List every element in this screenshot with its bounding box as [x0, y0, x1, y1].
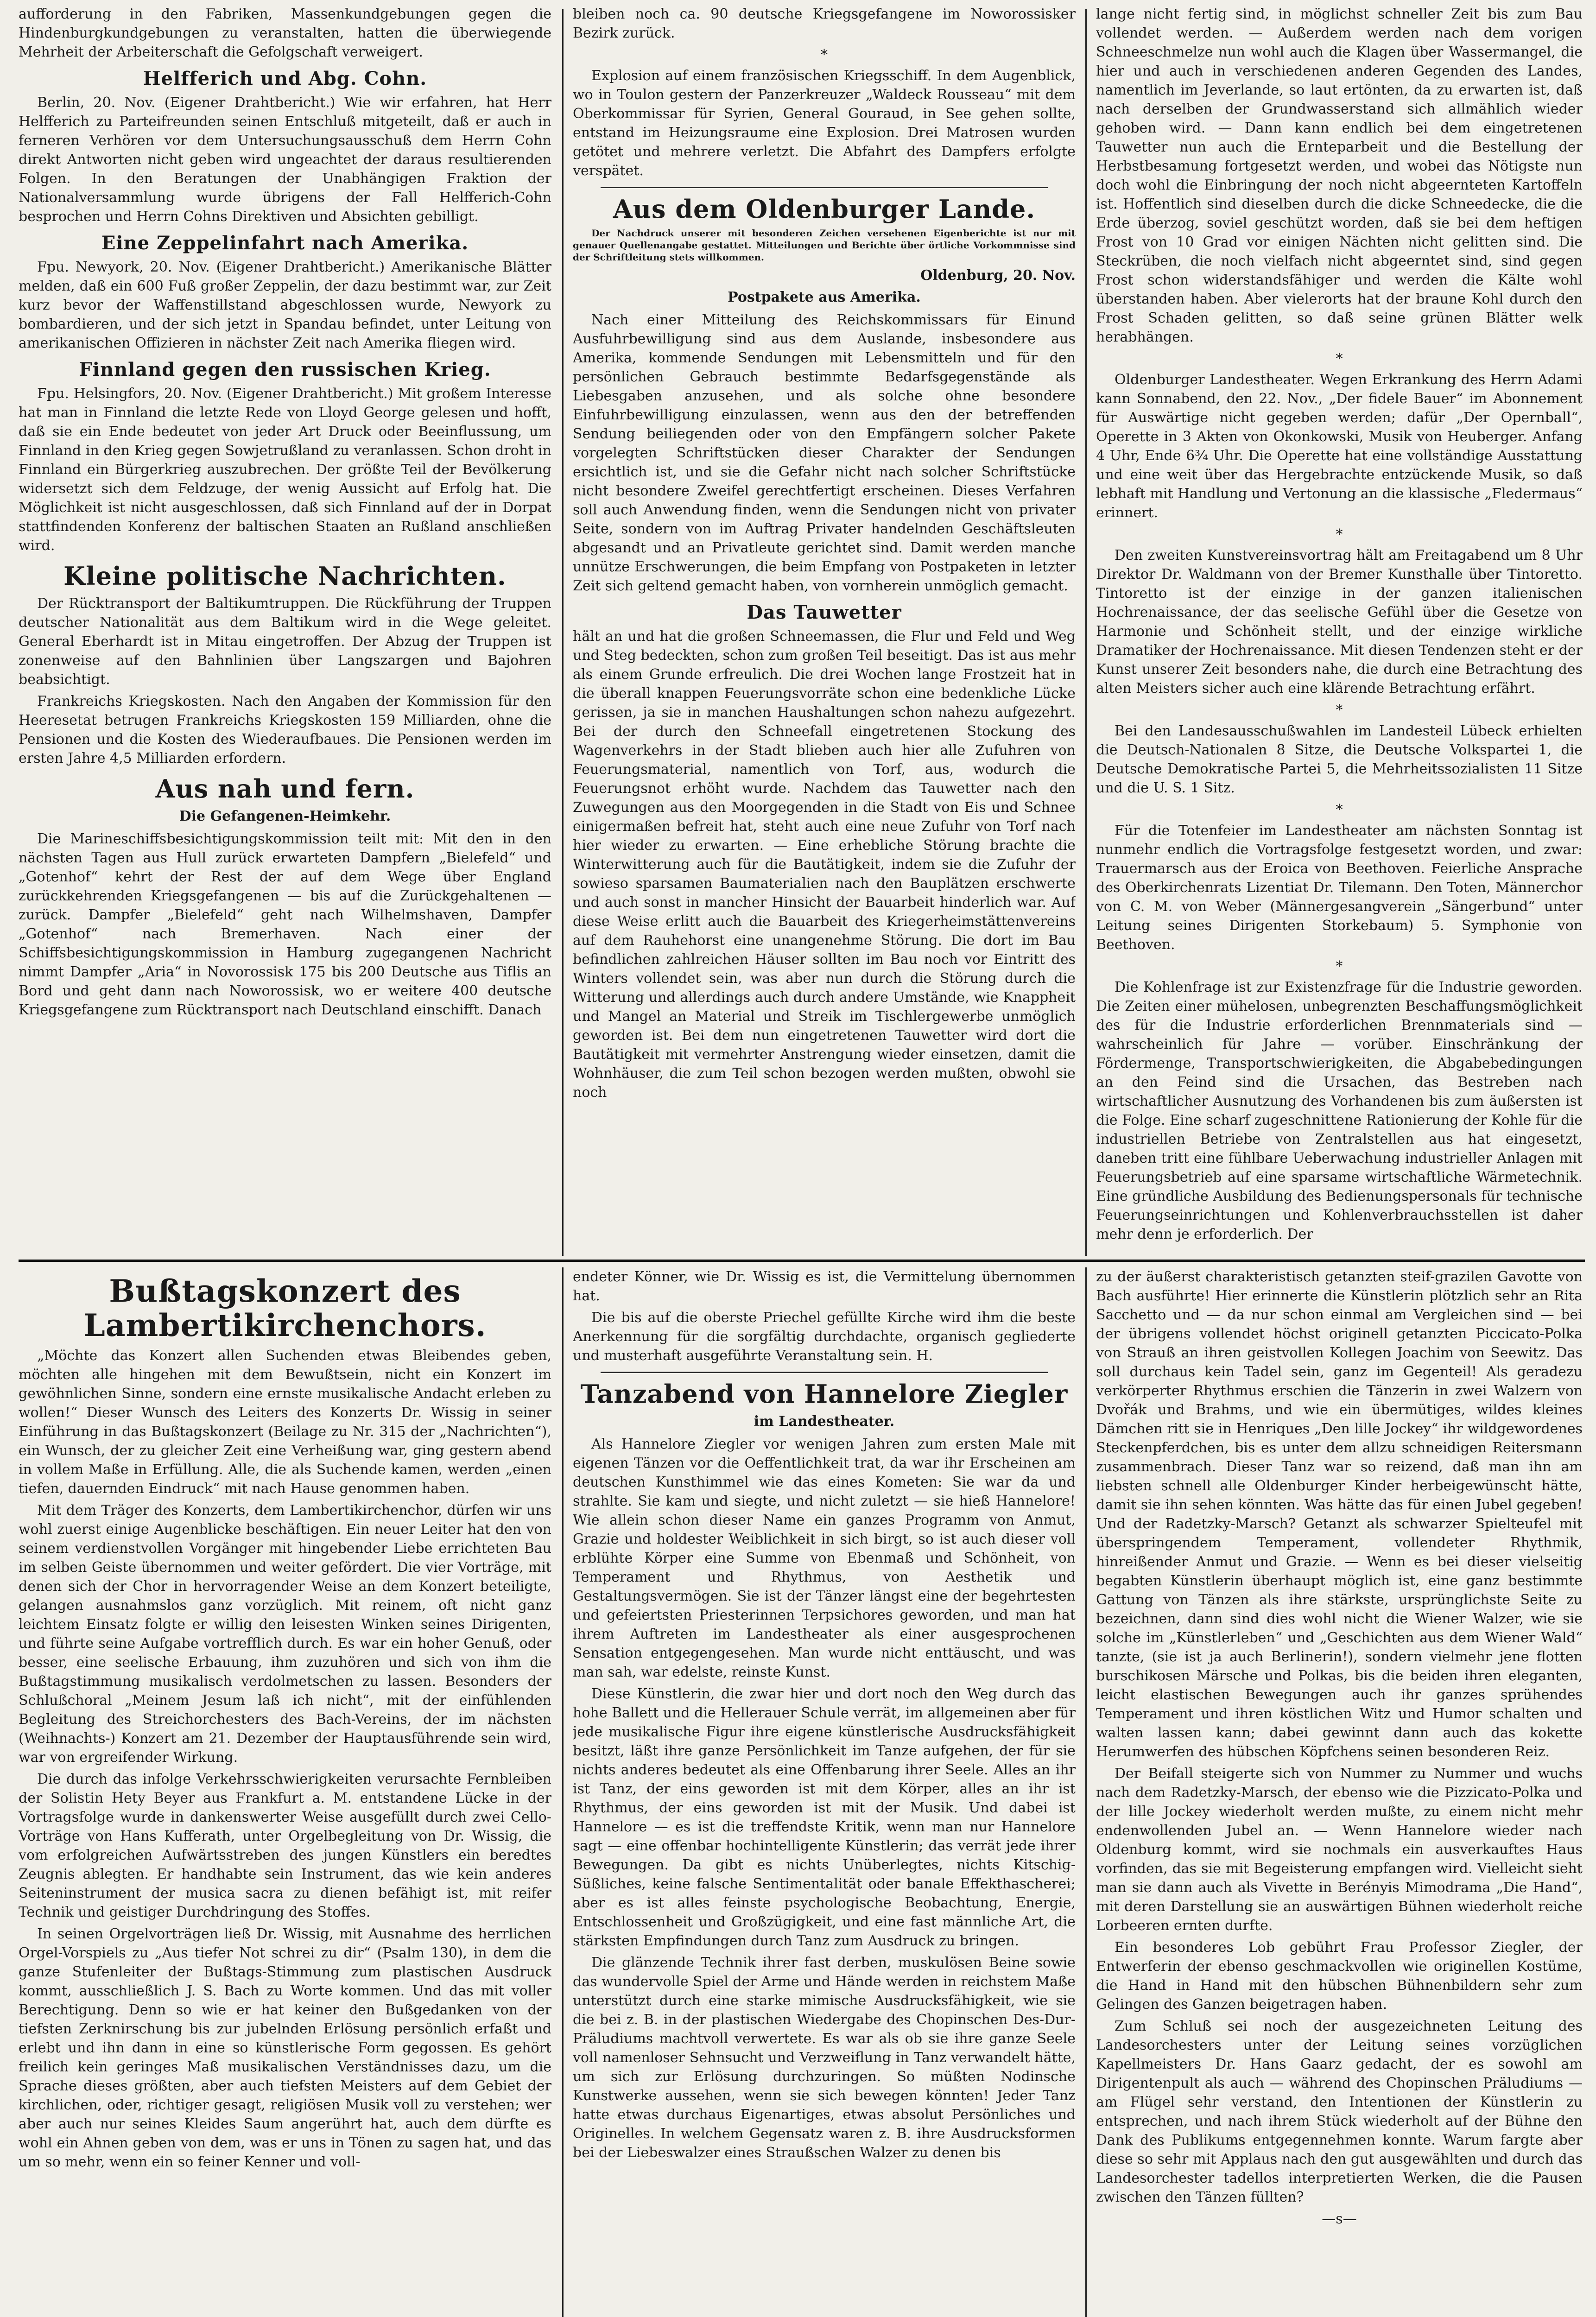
paragraph: Der Beifall steigerte sich von Nummer zu Nummer und wuchs nach dem Radetzky-Marsch, der ebenso wie die Pizzicato-Polka und der lille Jockey wiederholt werden mußte, zu einem nicht mehr endenwollenden Jubel an. — Wenn Hannelore wieder nach Oldenburg kommt, wird sie nochmals ein ausverkauftes Haus vorfinden, das sie mit Begeisterung empfangen wird. Vielleicht sieht man sie dann auch als Vivette in Berényis Mimodrama „Die Hand“, mit deren Darstellung sie an auswärtigen Bühnen wiederholt reiche Lorbeeren ernten durfte. — [1096, 1766, 1583, 1934]
paragraph: Fpu. Helsingfors, 20. Nov. (Eigener Drahtbericht.) Mit großem Interesse hat man in Finnland die letzte Rede von Lloyd George gelesen und hofft, daß sie ein Ende bedeutet von jeder Art Druck oder Beeinflussung, um Finnland in den Krieg gegen Sowjetrußland zu veranlassen. Schon droht in Finnland ein Bürgerkrieg auszubrechen. Der größte Teil der Bevölkerung widersetzt sich dem Feldzuge, der wenig Aussicht auf Erfolg hat. Die Möglichkeit ist nicht ausgeschlossen, daß sich Finnland auf der in Dorpat stattfindenden Konferenz der baltischen Staaten an Rußland anschließen wird. — [19, 386, 551, 554]
separator-star: * — [1336, 351, 1343, 367]
paragraph: Für die Totenfeier im Landestheater am nächsten Sonntag ist nunmehr endlich die Vortragsfolge festgesetzt worden, und zwar: Trauermarsch aus der Eroica von Beethoven. Feierliche Ansprache des Oberkirchenrats Lizentiat Dr. Tilemann. Den Toten, Männerchor von C. M. von Weber (Männergesangverein „Sängerbund“ unter Leitung seines Dirigenten Storkebaum) 5. Symphonie von Beethoven. — [1096, 823, 1583, 953]
lower-column-2 — [573, 1267, 1076, 2317]
paragraph: Als Hannelore Ziegler vor wenigen Jahren zum ersten Male mit eigenen Tänzen vor die Oeffentlichkeit trat, da war ihr Erscheinen am deutschen Kunsthimmel wie das eines Kometen: Sie war da und strahlte. Sie kam und siegte, und nicht zuletzt — sie hieß Hannelore! Wie allein schon dieser Name ein ganzes Programm von Anmut, Grazie und holdester Weiblichkeit in sich birgt, so ist auch dieser voll erblühte Körper eine Summe von Ebenmaß und Schönheit, von Temperament und Rhythmus, von Aesthetik und Gestaltungsvermögen. Sie ist der Tänzer längst eine der begehrtesten und gefeiertsten Priesterinnen Terpsichores geworden, und man hat ihrem Auftreten im Landestheater als einer ausgesprochenen Sensation entgegengesehen. Man wurde nicht enttäuscht, und was man sah, war edelste, reinste Kunst. — [573, 1436, 1076, 1680]
author-signature: —s— — [1322, 2211, 1357, 2227]
upper-column-1 — [19, 5, 551, 1256]
article-heading: Helfferich und Abg. Cohn. — [143, 68, 427, 89]
article-heading: Bußtagskonzert des Lambertikirchenchors. — [83, 1273, 487, 1343]
paragraph: Mit dem Träger des Konzerts, dem Lambertikirchenchor, dürfen wir uns wohl zuerst einige Augenblicke beschäftigen. Ein neuer Leiter hat den von seinem verdienstvollen Vorgänger mit hingebender Liebe errichteten Bau im selben Geiste übernommen und weiter gefördert. Die vier Vorträge, mit denen sich der Chor in hervorragender Weise an dem Konzert beteiligte, gelangen ausnahmslos ganz vorzüglich. Mit reinem, oft nicht ganz leichtem Einsatz folgte er willig den leisesten Winken seines Dirigenten, und führte seine Aufgabe vortrefflich durch. Es war ein hoher Genuß, oder besser, eine seelische Erbauung, ihm zuzuhören und sich von ihm die Bußtagstimmung musikalisch verdolmetschen zu lassen. Besonders der Schlußchoral „Meinem Jesum laß ich nicht“, mit der einfühlenden Begleitung des Streichorchesters des Bach-Vereins, der im nächsten (Weihnachts-) Konzert am 21. Dezember der Hauptausführende sein wird, war von ergreifender Wirkung. — [19, 1502, 551, 1766]
upper-column-3 — [1096, 5, 1583, 1256]
paragraph: Die bis auf die oberste Priechel gefüllte Kirche wird ihm die beste Anerkennung für die sorgfältig durchdachte, organisch gegliederte und musterhaft ausgeführte Veranstaltung sein. H. — [573, 1310, 1076, 1364]
separator-star: * — [1336, 958, 1343, 975]
paragraph: lange nicht fertig sind, in möglichst schneller Zeit bis zum Bau vollendet werden. — Außerdem werden nach dem vorigen Schneeschmelze nun wohl auch die Klagen über Wassermangel, die hier und auch in verschiedenen anderen Gegenden des Landes, namentlich im Jeverlande, so laut ertönten, da zu erwarten ist, daß nach derselben der Grundwasserstand sich allmählich wieder gehoben wird. — Dann kann endlich bei dem eingetretenen Tauwetter nun auch die Ernteparbeit und die Bestellung der Herbstbesamung fortgesetzt werden, und wobei das Nötigste nun doch wohl die Einbringung der noch nicht abgeernteten Kartoffeln ist. Hoffentlich sind dieselben durch die dicke Schneedecke, die die Erde überzog, soviel geschützt worden, daß sie bei dem heftigen Frost von 10 Grad vor einigen Nächten nicht gelitten sind. Die Steckrüben, die noch vielfach nicht abgeerntet sind, sind gegen Frost schon widerstandsfähiger und werden die Kälte wohl überstanden haben. Aber vielerorts hat der braune Kohl durch den Frost Schaden gelitten, so daß seine grünen Blätter welk herabhängen. — [1096, 6, 1583, 345]
paragraph: Oldenburger Landestheater. Wegen Erkrankung des Herrn Adami kann Sonnabend, den 22. Nov., „Der fidele Bauer“ im Abonnement für Auswärtige nicht gegeben werden; dafür „Der Opernball“, Operette in 3 Akten von Okonkowski, Musik von Heuberger. Anfang 4 Uhr, Ende 6¾ Uhr. Die Operette hat eine vollständige Ausstattung und eine weit über das Hergebrachte entzückende Musik, so daß lebhaft mit Handlung und Vertonung an die klassische „Fledermaus“ erinnert. — [1096, 372, 1583, 521]
sub-heading: Postpakete aus Amerika. — [728, 289, 921, 305]
paragraph: „Möchte das Konzert allen Suchenden etwas Bleibendes geben, möchten alle hingehen mit dem Bewußtsein, nicht ein Konzert im gewöhnlichen Sinne, sondern eine ernste musikalische Andacht erleben zu wollen!“ Dieser Wunsch des Leiters des Konzerts Dr. Wissig in seiner Einführung in das Bußtagskonzert (Beilage zu Nr. 315 der „Nachrichten“), ein Wunsch, der zu gleicher Zeit eine Verheißung war, ging gestern abend in vollem Maße in Erfüllung. Alle, die als Suchende kamen, werden „einen tiefen, dauernden Eindruck“ mit nach Hause genommen haben. — [19, 1348, 551, 1497]
column-rule — [562, 9, 564, 1256]
paragraph: Diese Künstlerin, die zwar hier und dort noch den Weg durch das hohe Ballett und die Hellerauer Schule verrät, im allgemeinen aber für jede musikalische Figur ihre eigene künstlerische Ausdrucksfähigkeit besitzt, läßt ihre ganze Persönlichkeit im Tanze aufgehen, der für sie nichts anderes bedeutet als eine Offenbarung ihrer Seele. Alles an ihr ist Tanz, der eins geworden ist mit dem Körper, alles an ihr ist Rhythmus, der eins geworden ist mit der Musik. Und dabei ist Hannelore — es ist die treffendste Kritik, wenn man nur Hannelore sagt — eine offenbar hochintelligente Künstlerin; das verrät jede ihrer Bewegungen. Da gibt es nichts Unüberlegtes, nichts Kitschig-Süßliches, keine falsche Sentimentalität oder banale Effekthascherei; aber es ist alles feinste psychologische Beobachtung, Energie, Entschlossenheit und Großzügigkeit, und eine fast männliche Art, die stärksten Empfindungen durch Tanz zum Ausdruck zu bringen. — [573, 1686, 1076, 1949]
paragraph: hält an und hat die großen Schneemassen, die Flur und Feld und Weg und Steg bedeckten, schon zum großen Teil beseitigt. Das ist aus mehr als einem Grunde erfreulich. Die drei Wochen lange Frostzeit hat in die überall knappen Feuerungsvorräte schon eine bedenkliche Lücke gerissen, ja sie in manchen Haushaltungen schon nahezu aufgezehrt. Bei der durch den Schneefall eingetretenen Stockung des Wagenverkehrs in der Stadt blieben auch hier alle Zufuhren von Feuerungsmaterial, namentlich von Torf, aus, wodurch die Feuerungsnot erhöht wurde. Nachdem das Tauwetter nach den Zuwegungen aus den Moorgegenden in die Stadt von Eis und Schnee einigermaßen befreit hat, steht auch eine neue Zufuhr von Torf nach hier wieder zu erwarten. — Eine erhebliche Störung brachte die Winterwitterung auch für die Bautätigkeit, indem sie die Zufuhr der sowieso sparsamen Baumaterialien nach den Bauplätzen erschwerte und auch sonst in mancher Hinsicht der Bauarbeit hinderlich war. Auf diese Weise erlitt auch die Bauarbeit des Kriegerheimstättenvereins auf dem Rauhehorst eine unangenehme Störung. Die dort im Bau befindlichen zahlreichen Häuser sollten im Bau noch vor Eintritt des Winters vollendet sein, was aber nun durch die Störung durch die Witterung und allerdings auch durch andere Umstände, wie Knappheit und Mangel an Material und Streik im Tischlergewerbe unmöglich geworden ist. Bei dem nun eingetretenen Tauwetter wird dort die Bautätigkeit mit vermehrter Anstrengung wieder einsetzen, damit die Wohnhäuser, die zum Teil schon bezogen werden mußten, obwohl sie noch — [573, 628, 1076, 1101]
paragraph: bleiben noch ca. 90 deutsche Kriegsgefangene im Noworossisker Bezirk zurück. — [573, 6, 1076, 41]
section-rule — [19, 1260, 1585, 1262]
paragraph: Fpu. Newyork, 20. Nov. (Eigener Drahtbericht.) Amerikanische Blätter melden, daß ein 600 Fuß großer Zeppelin, der dazu bestimmt war, zur Zeit kurz bevor der Waffenstillstand abgeschlossen wurde, Newyork zu bombardieren, und der sich jetzt in Spandau befindet, unter Leitung von amerikanischen Offizieren in nächster Zeit nach Amerika fliegen wird. — [19, 259, 551, 351]
paragraph: Ein besonderes Lob gebührt Frau Professor Ziegler, der Entwerferin der ebenso geschmackvollen wie originellen Kostüme, die Hand in Hand mit den hübschen Bühnenbildern sehr zum Gelingen des Ganzen beigetragen haben. — [1096, 1939, 1583, 2013]
column-rule — [1085, 9, 1087, 1256]
article-heading: Tanzabend von Hannelore Ziegler — [580, 1379, 1068, 1409]
section-heading: Aus dem Oldenburger Lande. — [613, 194, 1036, 224]
paragraph: Die Marineschiffsbesichtigungskommission teilt mit: Mit den in den nächsten Tagen aus Hull zurück erwarteten Dampfern „Bielefeld“ und „Gotenhof“ kehrt der Rest der auf dem Wege über England zurückkehrenden Kriegsgefangenen — bis auf die Zurückgehaltenen — zurück. Dampfer „Bielefeld“ geht nach Wilhelmshaven, Dampfer „Gotenhof“ nach Bremerhaven. Nach einer der Schiffsbesichtigungskommission in Hamburg zugegangenen Nachricht nimmt Dampfer „Aria“ in Novorossisk 175 bis 200 Deutsche aus Tiflis an Bord und geht dann nach Noworossisk, wo er weitere 400 deutsche Kriegsgefangene zum Rücktransport nach Deutschland einschifft. Danach — [19, 831, 551, 1018]
lower-column-1 — [19, 1267, 551, 2317]
section-heading: Kleine politische Nachrichten. — [63, 561, 507, 591]
article-heading: Das Tauwetter — [747, 601, 902, 623]
paragraph: Die glänzende Technik ihrer fast derben, muskulösen Beine sowie das wundervolle Spiel der Arme und Hände werden in reichstem Maße unterstützt durch eine starke mimische Ausdrucksfähigkeit, wie sie die bei z. B. in der plastischen Wiedergabe des Chopinschen Des-Dur-Präludiums machtvoll verwertete. Es war als ob sie ihre ganze Seele voll namenloser Sehnsucht und Verzweiflung in Tanz verwandelt hätte, um sich zur Erlösung durchzuringen. So müßten Nodinsche Kunstwerke aussehen, wenn sie sich bewegen könnten! Jeder Tanz hatte etwas durchaus Eigenartiges, etwas absolut Persönliches und Originelles. In welchem Gegensatz waren z. B. ihre Ausdrucksformen bei der Liebeswalzer eines Straußschen Walzer zu denen bis — [573, 1955, 1076, 2161]
separator-star: * — [1336, 526, 1343, 543]
dateline: Oldenburg, 20. Nov. — [920, 267, 1076, 284]
paragraph: Explosion auf einem französischen Kriegsschiff. In dem Augenblick, wo in Toulon gestern der Panzerkreuzer „Waldeck Rousseau“ mit dem Oberkommissar für Syrien, General Gouraud, in See gehen sollte, entstand im Heizungsraume eine Explosion. Drei Matrosen wurden getötet und mehrere verletzt. Die Abfahrt des Dampfers erfolgte verspätet. — [573, 68, 1076, 179]
section-heading: Aus nah und fern. — [155, 774, 415, 804]
column-rule — [562, 1267, 564, 2317]
paragraph: Zum Schluß sei noch der ausgezeichneten Leitung des Landesorchesters unter der Leitung seines vorzüglichen Kapellmeisters Dr. Hans Gaarz gedacht, der es sowohl am Dirigentenpult als auch — während des Chopinschen Präludiums — am Flügel sehr verstand, den Intentionen der Künstlerin zu entsprechen, und nach ihrem Stück wiederholt auf der Bühne den Dank des Publikums entgegennehmen konnte. Warum fargte aber diese so sehr mit Applaus nach den gut ausgewählten und durch das Landesorchester tadellos interpretierten Werken, die die Pausen zwischen den Tänzen füllten? — [1096, 2018, 1583, 2205]
sub-heading: im Landestheater. — [754, 1413, 895, 1430]
separator-star: * — [821, 47, 828, 63]
notice-fine-print: Der Nachdruck unserer mit besonderen Zeichen versehenen Eigenberichte ist nur mit genauer Quellenangabe gestattet. Mitteilungen und Berichte über örtliche Vorkommnisse sind der Schriftleitung stets willkommen. — [573, 228, 1076, 263]
paragraph: Bei den Landesausschußwahlen im Landesteil Lübeck erhielten die Deutsch-Nationalen 8 Sitze, die Deutsche Volkspartei 1, die Deutsche Demokratische Partei 5, die Mehrheitssozialisten 11 Sitze und die U. S. 1 Sitz. — [1096, 723, 1583, 796]
separator-star: * — [1336, 702, 1343, 718]
sub-heading: Die Gefangenen-Heimkehr. — [179, 808, 391, 824]
paragraph: Frankreichs Kriegskosten. Nach den Angaben der Kommission für den Heeresetat betrugen Frankreichs Kriegskosten 159 Milliarden, ohne die Pensionen und die Kosten des Wiederaufbaues. Die Pensionen werden im ersten Jahre 4,5 Milliarden erfordern. — [19, 693, 551, 766]
paragraph: Die Kohlenfrage ist zur Existenzfrage für die Industrie geworden. Die Zeiten einer mühelosen, unbegrenzten Beschaffungsmöglichkeit des für die Industrie erforderlichen Brennmaterials sind — wahrscheinlich für Jahre — vorüber. Einschränkung der Fördermenge, Transportschwierigkeiten, die Abgabebedingungen an den Feind sind die Ursachen, das Bestreben nach wirtschaftlicher Ausnutzung des Vorhandenen bis zum äußersten ist die Folge. Eine scharf zugeschnittene Rationierung der Kohle für die industriellen Betriebe von Zentralstellen aus hat eingesetzt, daneben tritt eine fühlbare Ueberwachung industrieller Anlagen mit Feuerungsbetrieb auf eine sparsame wirtschaftliche Wärmetechnik. Eine gründliche Ausbildung des Bedienungspersonals für technische Feuerungseinrichtungen und Kohlenverbrauchsstellen ist daher mehr denn je erforderlich. Der — [1096, 979, 1583, 1242]
column-rule — [1085, 1267, 1087, 2317]
paragraph: In seinen Orgelvorträgen ließ Dr. Wissig, mit Ausnahme des herrlichen Orgel-Vorspiels zu „Aus tiefer Not schrei zu dir“ (Psalm 130), in dem die ganze Stufenleiter der Bußtags-Stimmung zum plastischen Ausdruck kommt, ausschließlich J. S. Bach zu Worte kommen. Und das mit voller Berechtigung. Denn so wie er hat keiner den Bußgedanken von der tiefsten Zerknirschung bis zur jubelnden Erlösung persönlich erfaßt und erlebt und ihn dann in eine so künstlerische Form gegossen. Es gehört freilich kein geringes Maß musikalischen Verständnisses dazu, um die Sprache dieses größten, aber auch tiefsten Meisters auf dem Gebiet der kirchlichen, oder, richtiger gesagt, religiösen Musik voll zu verstehen; wer aber auch nur seines Kleides Saum angerührt hat, auch dem dürfte es wohl ein Ahnen geben von dem, was er uns in Tönen zu sagen hat, und das um so mehr, wenn ein so feiner Kenner und voll- — [19, 1926, 551, 2170]
paragraph: endeter Könner, wie Dr. Wissig es ist, die Vermittelung übernommen hat. — [573, 1269, 1076, 1304]
paragraph: Der Rücktransport der Baltikumtruppen. Die Rückführung der Truppen deutscher Nationalität aus dem Baltikum wird in die Wege geleitet. General Eberhardt ist in Mitau eingetroffen. Der Abzug der Truppen ist zonenweise auf den Bahnlinien über Langszargen und Bajohren beabsichtigt. — [19, 595, 551, 688]
divider-line — [601, 1372, 1048, 1373]
separator-star: * — [1336, 802, 1343, 818]
paragraph: Die durch das infolge Verkehrsschwierigkeiten verursachte Fernbleiben der Solistin Hety Beyer aus Frankfurt a. M. entstandene Lücke in der Vortragsfolge wurde in dankenswerter Weise ausgefüllt durch zwei Cello-Vorträge von Hans Kufferath, unter Orgelbegleitung von Dr. Wissig, die vom erfolgreichen Aufwärtsstreben des jungen Künstlers ein beredtes Zeugnis ablegten. Er handhabte sein Instrument, das wie kein anderes Seiteninstrument der musica sacra zu dienen befähigt ist, mit reifer Technik und geistiger Durchdringung des Stoffes. — [19, 1771, 551, 1920]
paragraph: aufforderung in den Fabriken, Massenkundgebungen gegen die Hindenburgkundgebungen zu veranstalten, hatten die überwiegende Mehrheit der Arbeiterschaft die Gefolgschaft verweigert. — [19, 6, 551, 60]
paragraph: Nach einer Mitteilung des Reichskommissars für Einund Ausfuhrbewilligung sind aus dem Auslande, insbesondere aus Amerika, kommende Sendungen mit Lebensmitteln und für den persönlichen Gebrauch bestimmte Bedarfsgegenstände als Liebesgaben anzusehen, und als solche ohne besondere Einfuhrbewilligung einzulassen, wenn aus den der betreffenden Sendung beiliegenden oder von den Empfängern solcher Pakete vorgelegten Schriftstücken dieser Charakter der Sendungen ersichtlich ist, und sie die Gefahr nicht nach solcher Schriftstücke nicht besondere Zweifel gerechtfertigt erscheinen. Dieses Verfahren soll auch Anwendung finden, wenn die Sendungen nicht von privater Seite, sondern von im Auftrag Privater handelnden Geschäftsleuten abgesandt und an Privatleute gerichtet sind. Damit werden manche unnütze Erschwerungen, die beim Empfang von Postpaketen in letzter Zeit sich geltend gemacht haben, von vornherein unmöglich gemacht. — [573, 312, 1076, 594]
paragraph: Berlin, 20. Nov. (Eigener Drahtbericht.) Wie wir erfahren, hat Herr Helfferich zu Parteifreunden seinen Entschluß mitgeteilt, daß er auch in ferneren Verhören vor dem Untersuchungsausschuß dem Herrn Cohn direkt Antworten nicht geben wird ungeachtet der daraus resultierenden Folgen. In den Beratungen der Unabhängigen Fraktion der Nationalversammlung wurde übrigens der Fall Helfferich-Cohn besprochen und Herrn Cohns Direktiven und Absichten gebilligt. — [19, 95, 551, 225]
article-heading: Finnland gegen den russischen Krieg. — [79, 359, 491, 380]
paragraph: zu der äußerst charakteristisch getanzten steif-grazilen Gavotte von Bach ausführte! Hier erinnerte die Künstlerin plötzlich sehr an Rita Sacchetto und — da nur schon einmal am Vergleichen sind — bei der übrigens vollendet höchst originell getanzten Piccicato-Polka von Strauß an ihren geistvollen Kollegen Joachim von Seewitz. Das soll durchaus kein Tadel sein, ganz im Gegenteil! Als geradezu verkörperter Rhythmus erschien die Tänzerin in zwei Walzern von Dvořák und Brahms, und wie ein übermütiges, wildes kleines Dämchen ritt sie in Henriques „Den lille Jockey“ ihr wildgewordenes Steckenpferdchen, bis es unter dem allzu schneidigen Reitersmann zusammenbrach. Dieser Tanz war so reizend, daß man ihn am liebsten schnell alle Oldenburger Kinder herbeigewünscht hätte, damit sie ihn sehen könnten. Was hätte das für einen Jubel gegeben! Und der Radetzky-Marsch? Getanzt als schwarzer Spielteufel mit überspringendem Temperament, vollendeter Rhythmik, hinreißender Anmut und Grazie. — Wenn es bei dieser vielseitig begabten Künstlerin überhaupt möglich ist, eine ganz bestimmte Gattung von Tänzen als ihre stärkste, ursprünglichste Seite zu bezeichnen, dann sind dies wohl nicht die Wiener Walzer, wie sie solche im „Künstlerleben“ und „Geschichten aus dem Wiener Wald“ tanzte, (sie ist ja auch Berlinerin!), sondern vielmehr jene flotten burschikosen Märsche und Polkas, bis die beiden ihren eleganten, leicht elastischen Bewegungen auch ihr ganzes sprühendes Temperament und ihren köstlichen Witz und Humor schalten und walten lassen kann; dabei gewinnt dann auch das kokette Herumwerfen des hübschen Köpfchens seinen besonderen Reiz. — [1096, 1269, 1583, 1760]
lower-column-3 — [1096, 1267, 1583, 2317]
article-heading: Eine Zeppelinfahrt nach Amerika. — [101, 232, 469, 254]
divider-line — [601, 187, 1048, 188]
paragraph: Den zweiten Kunstvereinsvortrag hält am Freitagabend um 8 Uhr Direktor Dr. Waldmann von der Bremer Kunsthalle über Tintoretto. Tintoretto ist der einzige in der ganzen italienischen Hochrenaissance, der das seelische Gefühl über die Gesetze von Harmonie und Schönheit stellt, und der einzige wirkliche Dramatiker der Hochrenaissance. Mit diesen Tendenzen steht er der Kunst unserer Zeit besonders nahe, die durch eine Betrachtung des alten Meisters sicher auch eine klärende Betrachtung erfährt. — [1096, 547, 1583, 696]
upper-column-2 — [573, 5, 1076, 1256]
